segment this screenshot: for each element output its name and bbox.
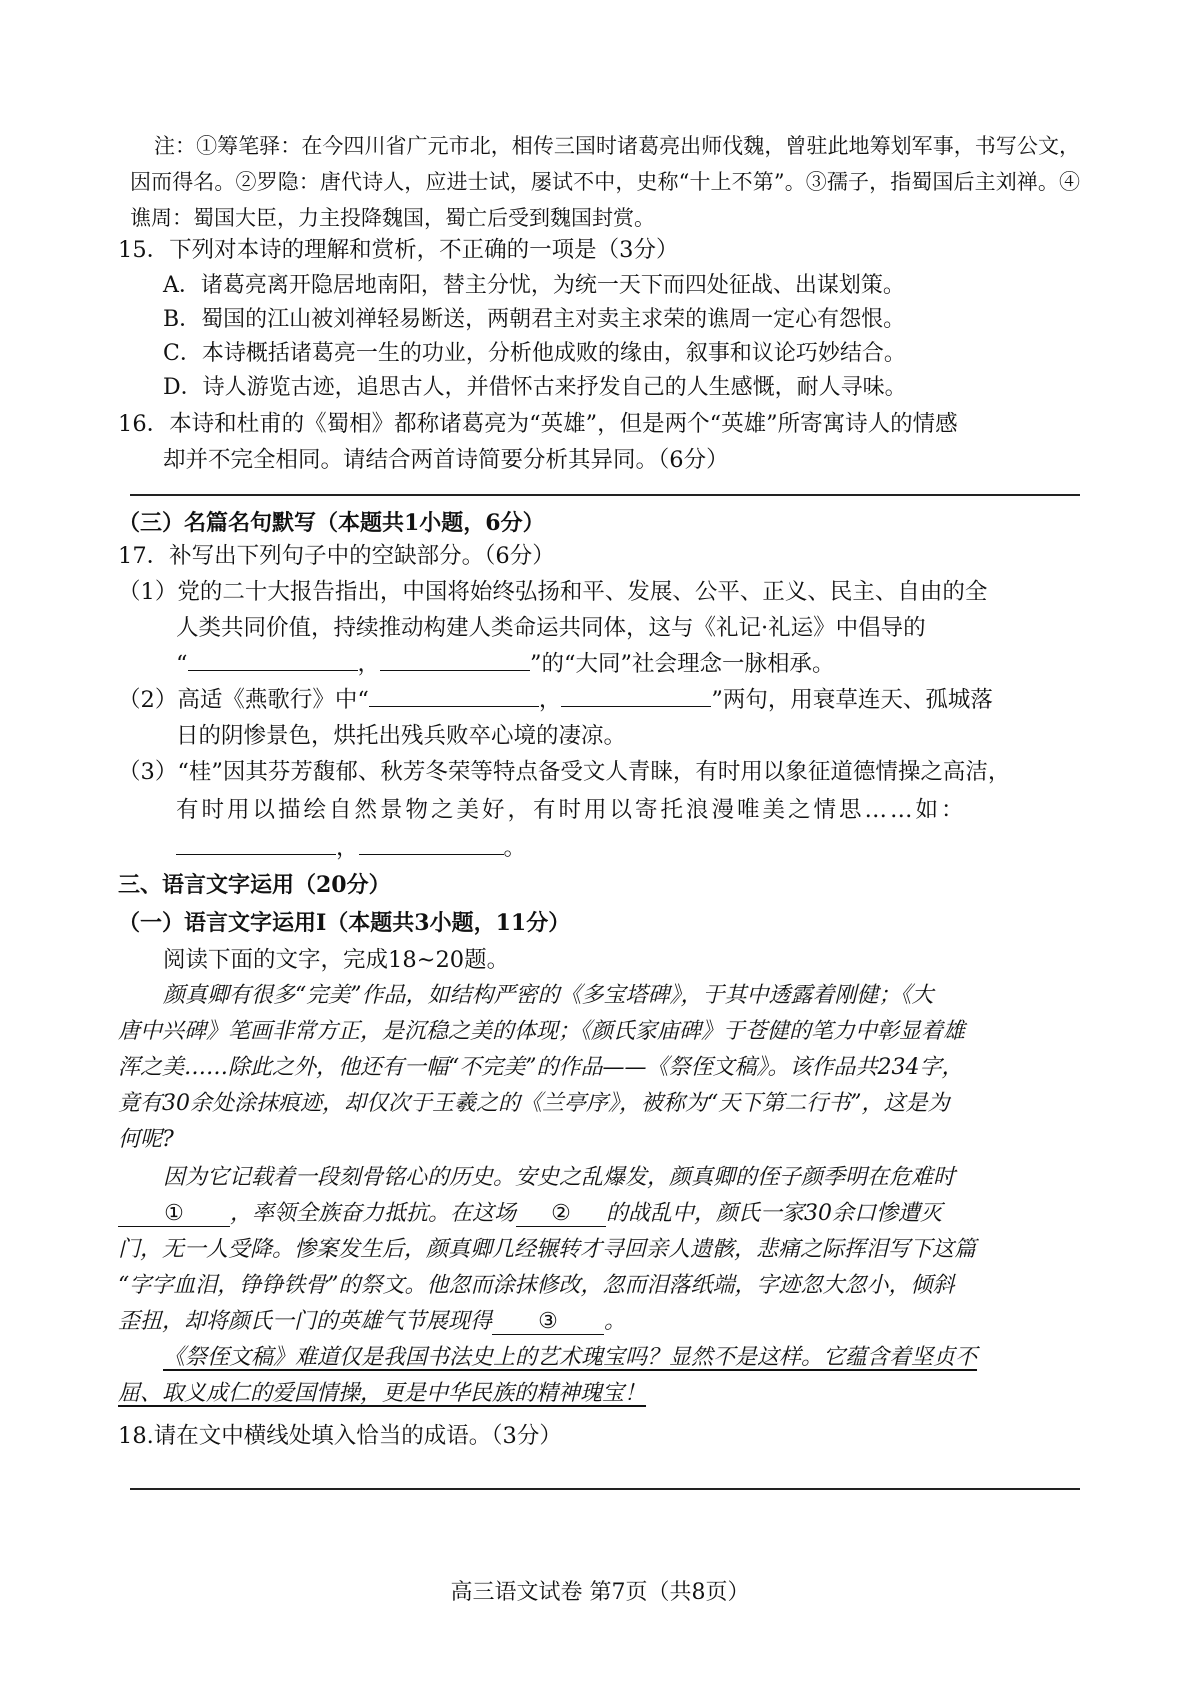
comma: ， xyxy=(336,835,359,861)
comma: ， xyxy=(357,651,381,677)
q17-item2-line2: 日的阴惨景色，烘托出残兵败卒心境的凄凉。 xyxy=(176,723,627,749)
passage-text: 歪扭，却将颜氏一门的英雄气节展现得 xyxy=(118,1309,493,1334)
question-15-stem: 15．下列对本诗的理解和赏析，不正确的一项是（3分） xyxy=(118,237,679,263)
blank-marker-3[interactable]: ③ xyxy=(492,1309,604,1335)
q15-option-a: A．诸葛亮离开隐居地南阳，替主分忧，为统一天下而四处征战、出谋划策。 xyxy=(163,273,905,298)
q17-item1-line3 xyxy=(176,646,835,678)
part-3-sub1-heading: （一）语言文字运用Ⅰ（本题共3小题，11分） xyxy=(118,910,571,936)
passage-p1-line2: 唐中兴碑》笔画非常方正，是沉稳之美的体现；《颜氏家庙碑》于苍健的笔力中彰显着雄 xyxy=(118,1019,966,1044)
q15-option-d: D．诗人游览古迹，追思古人，并借怀古来抒发自己的人生感慨，耐人寻味。 xyxy=(163,375,907,400)
fill-blank-3[interactable] xyxy=(369,684,539,708)
item2-head: （2）高适《燕歌行》中“ xyxy=(118,687,369,713)
blank-marker-2[interactable]: ② xyxy=(516,1201,606,1227)
annotation-note: 注：①筹笔驿：在今四川省广元市北，相传三国时诸葛亮出师伐魏，曾驻此地筹划军事，书写公文，因而得名。②罗隐：唐代诗人，应进士试，屡试不中，史称“十上不第”。③孺子，指蜀国后主刘禅。④谯周：蜀国大臣，力主投降魏国，蜀亡后受到魏国封赏。 xyxy=(130,134,1080,230)
passage-p1-line4: 竟有30余处涂抹痕迹，却仅次于王羲之的《兰亭序》，被称为“天下第二行书”，这是为 xyxy=(118,1091,950,1116)
q15-option-b: B．蜀国的江山被刘禅轻易断送，两朝君主对卖主求荣的谯周一定心有怨恨。 xyxy=(163,307,906,332)
passage-text: ，率领全族奋力抵抗。在这场 xyxy=(230,1201,517,1226)
passage-p2-line1: 因为它记载着一段刻骨铭心的历史。安史之乱爆发，颜真卿的侄子颜季明在危难时 xyxy=(163,1165,956,1190)
passage-p1-line5: 何呢? xyxy=(118,1127,174,1152)
item2-tail: ”两句，用衰草连天、孤城落 xyxy=(711,687,993,713)
passage-p2-line4: “字字血泪，铮铮铁骨”的祭文。他忽而涂抹修改，忽而泪落纸端，字迹忽大忽小，倾斜 xyxy=(118,1273,955,1298)
page-footer: 高三语文试卷 第7页（共8页） xyxy=(450,1580,750,1605)
question-17-stem: 17．补写出下列句子中的空缺部分。（6分） xyxy=(118,543,555,569)
passage-p2-line5 xyxy=(118,1304,626,1335)
passage-p1-line1: 颜真卿有很多“完美”作品，如结构严密的《多宝塔碑》，于其中透露着刚健；《大 xyxy=(163,983,934,1008)
q17-item2-line1 xyxy=(118,682,993,714)
fill-blank-1[interactable] xyxy=(188,648,358,672)
passage-text: 。 xyxy=(604,1309,627,1334)
comma: ， xyxy=(538,687,562,713)
q17-item3-line2: 有时用以描绘自然景物之美好，有时用以寄托浪漫唯美之情思……如： xyxy=(176,797,967,823)
fill-blank-2[interactable] xyxy=(380,648,530,672)
q17-item1-line1: （1）党的二十大报告指出，中国将始终弘扬和平、发展、公平、正义、民主、自由的全 xyxy=(118,579,988,605)
item1-tail: ”的“大同”社会理念一脉相承。 xyxy=(530,651,835,677)
q17-item3-line3 xyxy=(176,830,526,862)
fill-blank-5[interactable] xyxy=(176,832,336,856)
passage-text: 的战乱中，颜氏一家30余口惨遭灭 xyxy=(606,1201,943,1226)
passage-p3-line1: 《祭侄文稿》难道仅是我国书法史上的艺术瑰宝吗？显然不是这样。它蕴含着坚贞不 xyxy=(163,1345,978,1370)
blank-marker-1[interactable]: ① xyxy=(118,1201,230,1227)
passage-p2-line3: 门，无一人受降。惨案发生后，颜真卿几经辗转才寻回亲人遗骸，悲痛之际挥泪写下这篇 xyxy=(118,1237,977,1262)
passage-p1-line3: 浑之美……除此之外，他还有一幅“不完美”的作品——《祭侄文稿》。该作品共234字， xyxy=(118,1055,964,1080)
part-3-heading: 三、语言文字运用（20分） xyxy=(118,872,391,898)
answer-line-16 xyxy=(130,494,1080,496)
answer-line-18 xyxy=(130,1488,1080,1490)
passage-p2-line2 xyxy=(118,1196,942,1227)
passage-p3-line2: 屈、取义成仁的爱国情操，更是中华民族的精神瑰宝！ xyxy=(118,1381,647,1406)
quote-open: “ xyxy=(176,651,188,677)
reading-intro: 阅读下面的文字，完成18~20题。 xyxy=(163,947,510,973)
q15-option-c: C．本诗概括诸葛亮一生的功业，分析他成败的缘由，叙事和议论巧妙结合。 xyxy=(163,341,906,366)
section-3-heading: （三）名篇名句默写（本题共1小题，6分） xyxy=(118,510,545,536)
q17-item3-line1: （3）“桂”因其芬芳馥郁、秋芳冬荣等特点备受文人青睐，有时用以象征道德情操之高洁， xyxy=(118,759,1011,785)
fill-blank-6[interactable] xyxy=(359,832,504,856)
fill-blank-4[interactable] xyxy=(561,684,711,708)
question-16-line1: 16．本诗和杜甫的《蜀相》都称诸葛亮为“英雄”，但是两个“英雄”所寄寓诗人的情感 xyxy=(118,411,958,437)
period: 。 xyxy=(503,835,527,861)
q17-item1-line2: 人类共同价值，持续推动构建人类命运共同体，这与《礼记·礼运》中倡导的 xyxy=(176,615,926,641)
question-16-line2: 却并不完全相同。请结合两首诗简要分析其异同。（6分） xyxy=(163,447,729,473)
question-18: 18.请在文中横线处填入恰当的成语。（3分） xyxy=(118,1423,562,1449)
